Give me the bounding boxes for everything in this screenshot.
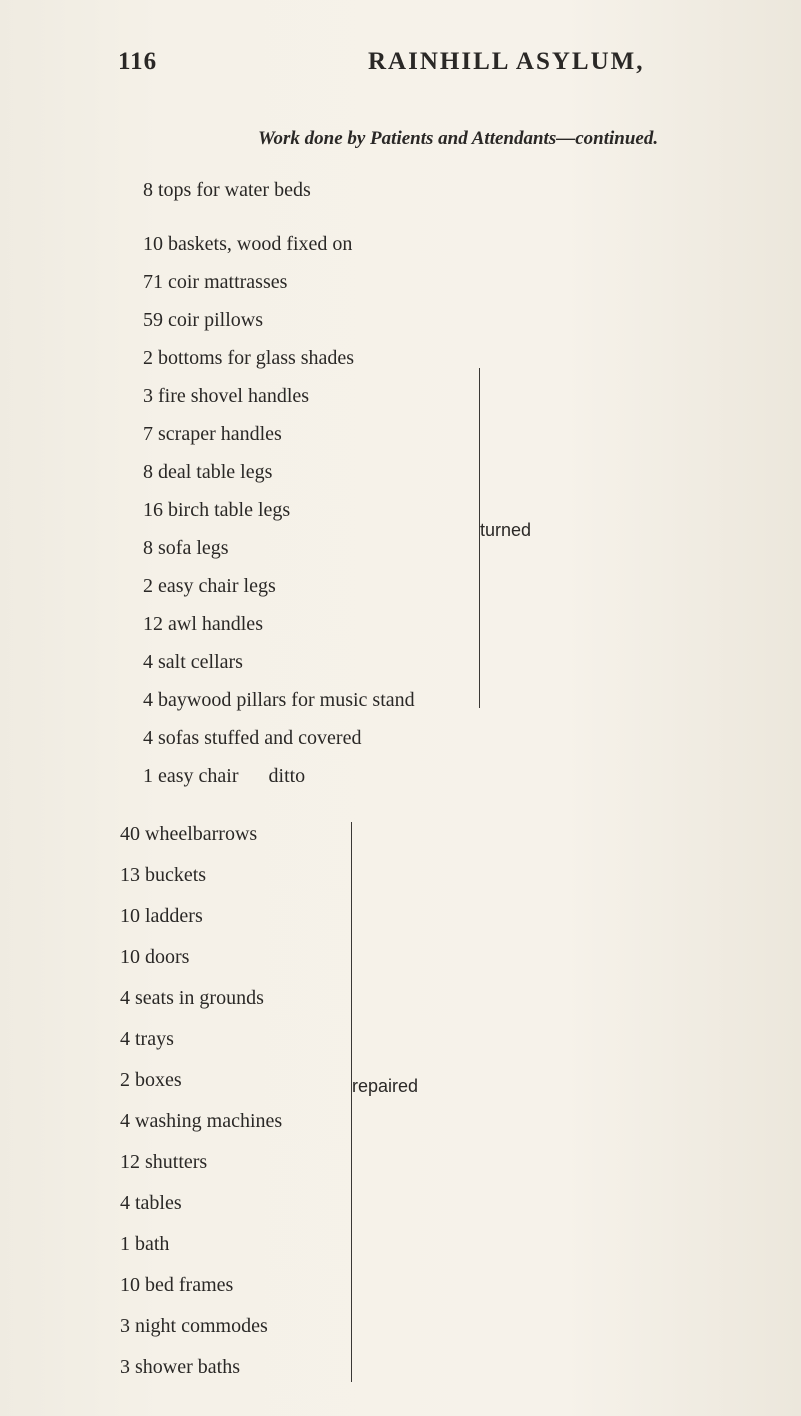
list-item: 3 night commodes <box>120 1315 268 1337</box>
repaired-label: repaired <box>352 1076 419 1096</box>
list-item: 40 wheelbarrows <box>120 823 258 845</box>
list-item: 59 coir pillows <box>143 309 263 331</box>
list-item: 10 ladders <box>120 905 203 927</box>
list-item: 4 salt cellars <box>143 651 243 673</box>
list-item: 10 bed frames <box>120 1274 234 1296</box>
page-header <box>0 48 801 88</box>
list-item: 2 bottoms for glass shades <box>143 347 355 369</box>
list-item: 3 shower baths <box>120 1356 240 1378</box>
turned-label: turned <box>480 520 532 540</box>
list-item: 8 sofa legs <box>143 537 229 559</box>
list-item: 7 scraper handles <box>143 423 282 445</box>
repaired-brace <box>351 822 352 1382</box>
list-item: 1 bath <box>120 1233 170 1255</box>
list-item: 12 shutters <box>120 1151 208 1173</box>
list-item: 2 easy chair legs <box>143 575 276 597</box>
section-heading: Work done by Patients and Attendants—continued. <box>258 128 659 149</box>
list-item: 4 tables <box>120 1192 182 1214</box>
list-item: 1 easy chair ditto <box>143 765 306 787</box>
list-item: 4 sofas stuffed and covered <box>143 727 362 749</box>
page-number: 116 <box>118 48 158 75</box>
list-item: 8 deal table legs <box>143 461 273 483</box>
list-item: 4 washing machines <box>120 1110 283 1132</box>
list-item: 71 coir mattrasses <box>143 271 288 293</box>
list-item: 2 boxes <box>120 1069 182 1091</box>
list-item: 10 doors <box>120 946 190 968</box>
list-item: 8 tops for water beds <box>143 179 311 201</box>
list-item: 4 baywood pillars for music stand <box>143 689 415 711</box>
list-item: 10 baskets, wood fixed on <box>143 233 353 255</box>
list-item: 3 fire shovel handles <box>143 385 310 407</box>
list-item: 16 birch table legs <box>143 499 291 521</box>
list-item: 13 buckets <box>120 864 207 886</box>
running-title: RAINHILL ASYLUM, <box>368 48 645 75</box>
list-item: 12 awl handles <box>143 613 263 635</box>
list-item: 4 trays <box>120 1028 174 1050</box>
list-item: 4 seats in grounds <box>120 987 264 1009</box>
